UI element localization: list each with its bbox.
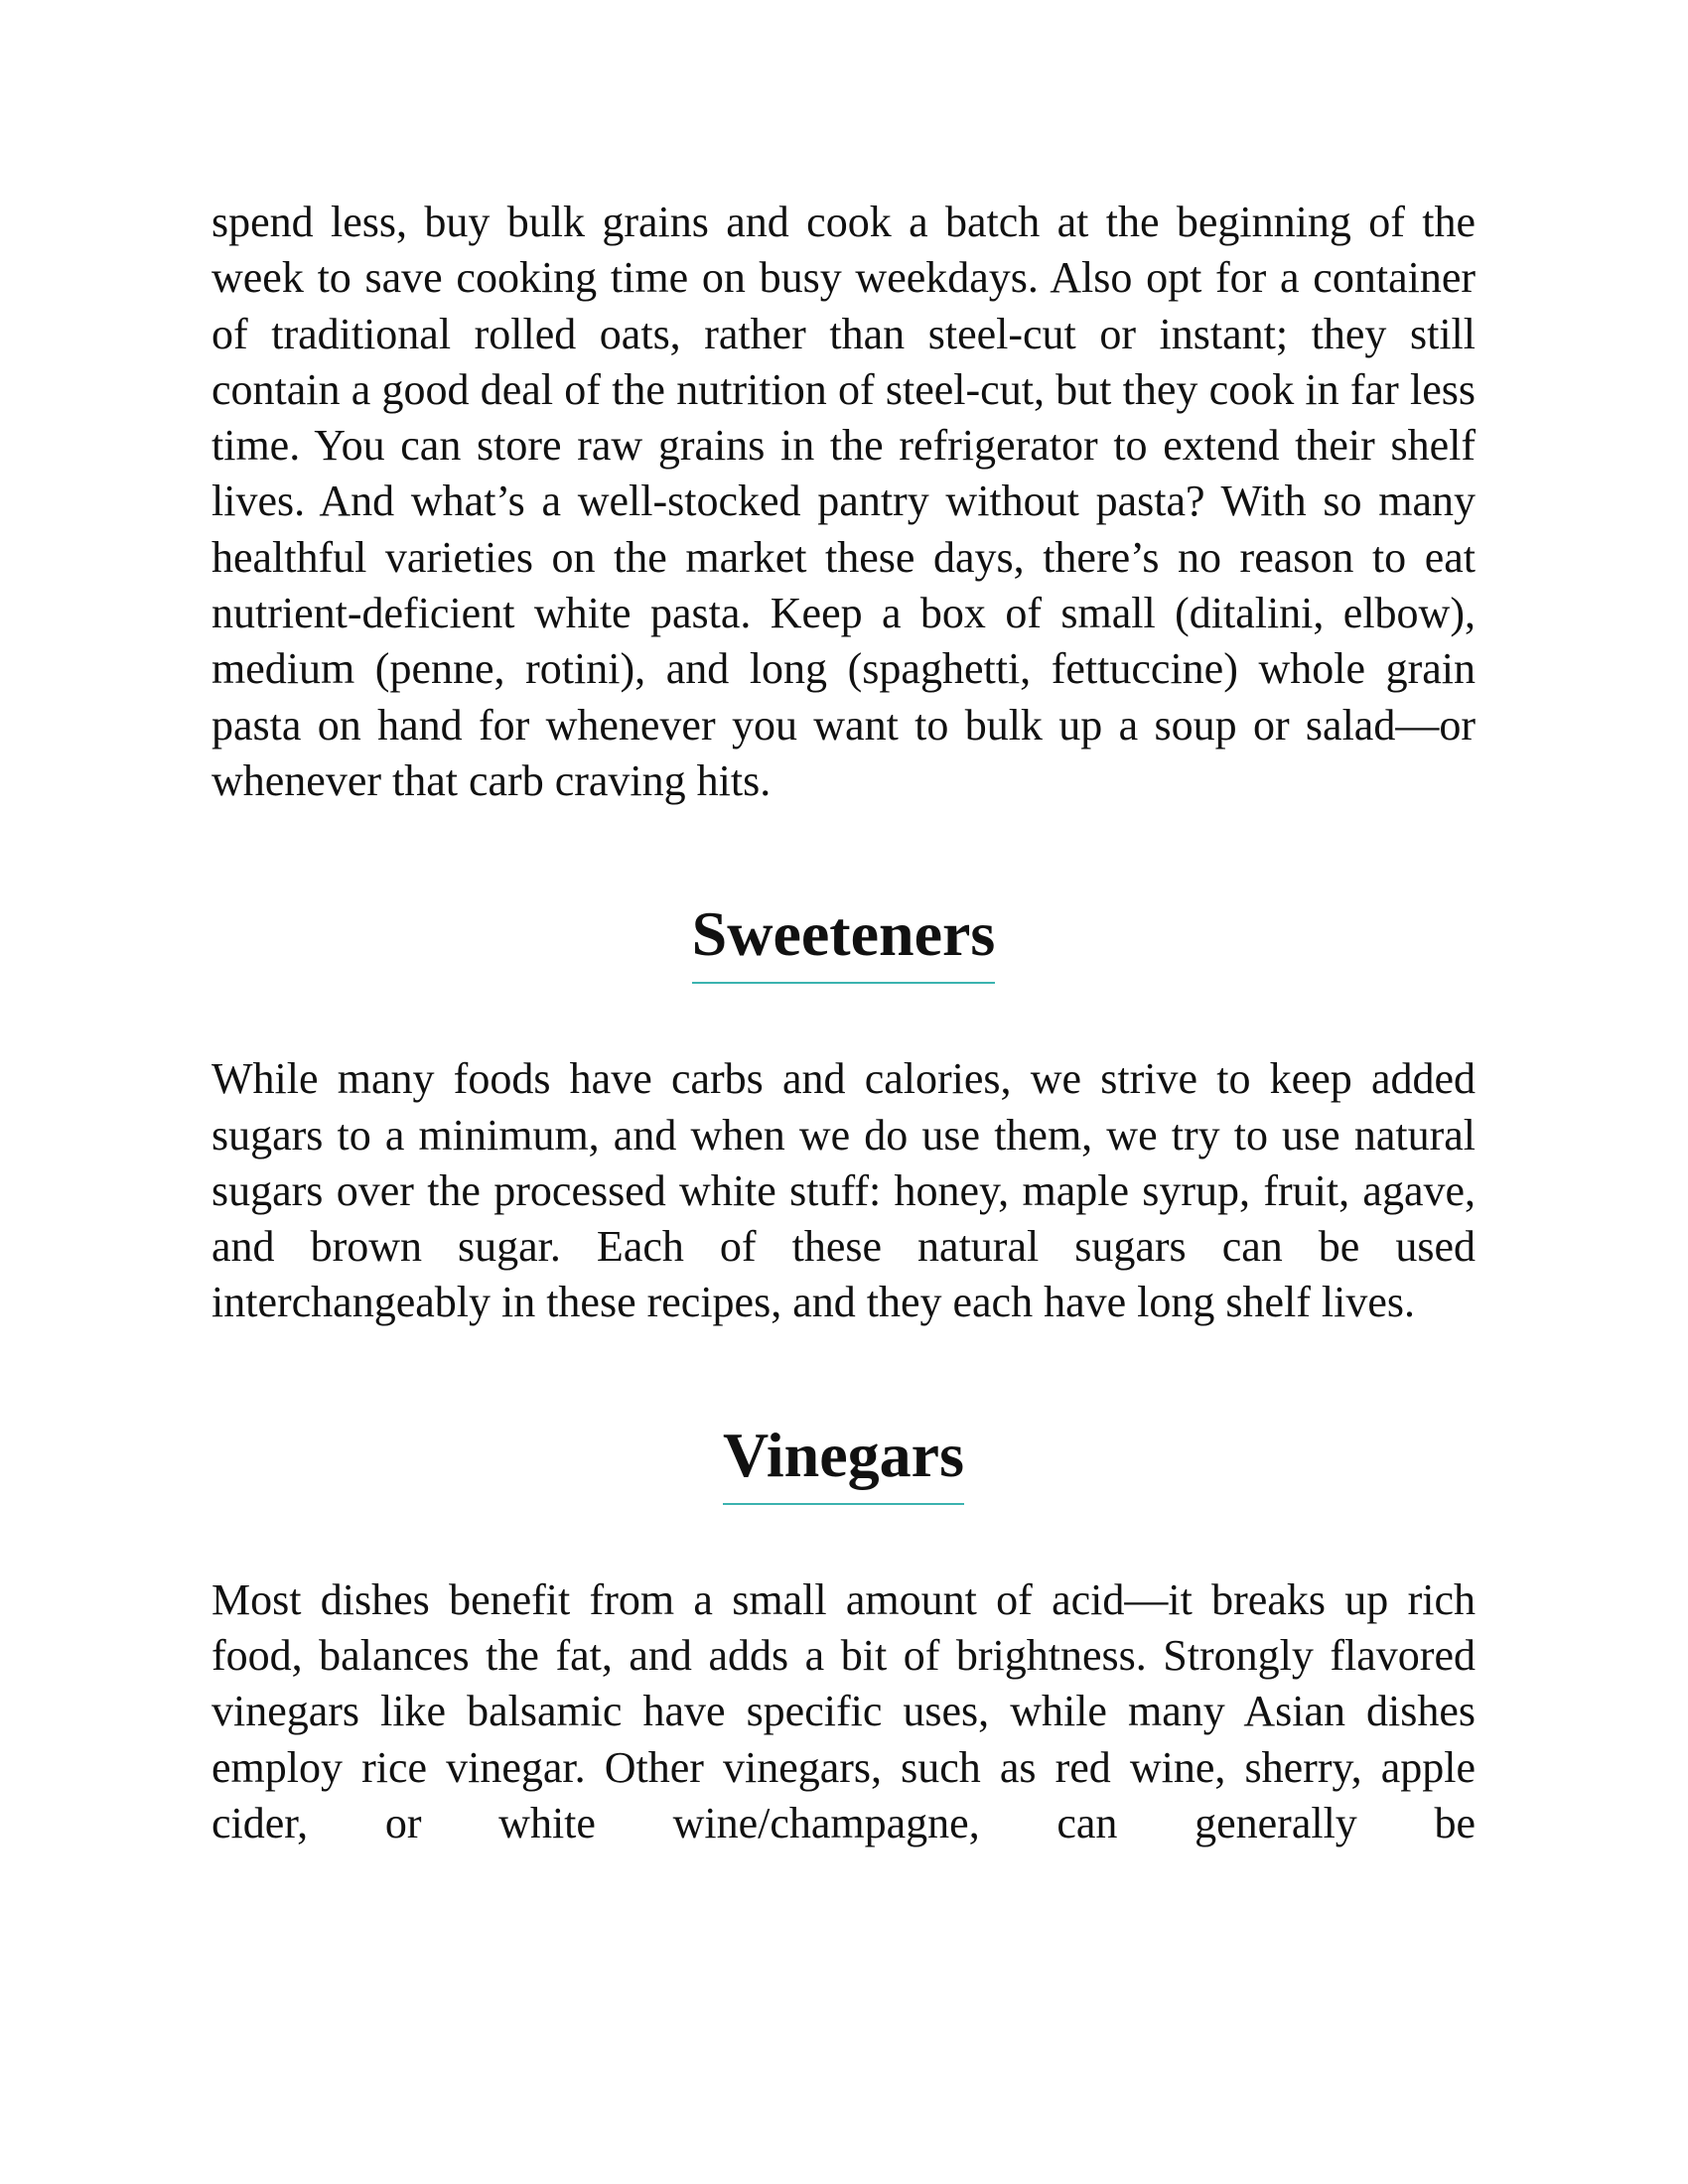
heading-sweeteners: Sweeteners: [692, 894, 996, 984]
heading-vinegars: Vinegars: [723, 1416, 964, 1505]
paragraph-vinegars: Most dishes benefit from a small amount of acid—it breaks up rich food, balances the fat, and adds a bit of brightness. Strongly flavored vinegars like balsamic have specific uses, while many Asian dishes employ rice vinegar. Other vinegars, such as red wine, sherry, apple cider, or white wine/champagne, can generally be: [211, 1574, 1476, 1847]
section-sweeteners: [211, 894, 1476, 984]
paragraph-sweeteners: While many foods have carbs and calories, we strive to keep added sugars to a minimum, and when we do use them, we try to use natural sugars over the processed white stuff: honey, maple syrup, fruit, agave, and brown sugar. Each of these natural sugars can be used interchangeably in these recipes, and they each have long shelf lives.: [211, 1054, 1476, 1327]
document-page: [211, 195, 1476, 1851]
paragraph-grains-pasta: spend less, buy bulk grains and cook a batch at the beginning of the week to save cooking time on busy weekdays. Also opt for a container of traditional rolled oats, rather than steel-cut or instant; they still contain a good deal of the nutrition of steel-cut, but they cook in far less time. You can store raw grains in the refrigerator to extend their shelf lives. And what’s a well-stocked pantry without pasta? With so many healthful varieties on the market these days, there’s no reason to eat nutrient-deficient white pasta. Keep a box of small (ditalini, elbow), medium (penne, rotini), and long (spaghetti, fettuccine) whole grain pasta on hand for whenever you want to bulk up a soup or salad—or whenever that carb craving hits.: [211, 198, 1476, 805]
section-vinegars: [211, 1416, 1476, 1505]
